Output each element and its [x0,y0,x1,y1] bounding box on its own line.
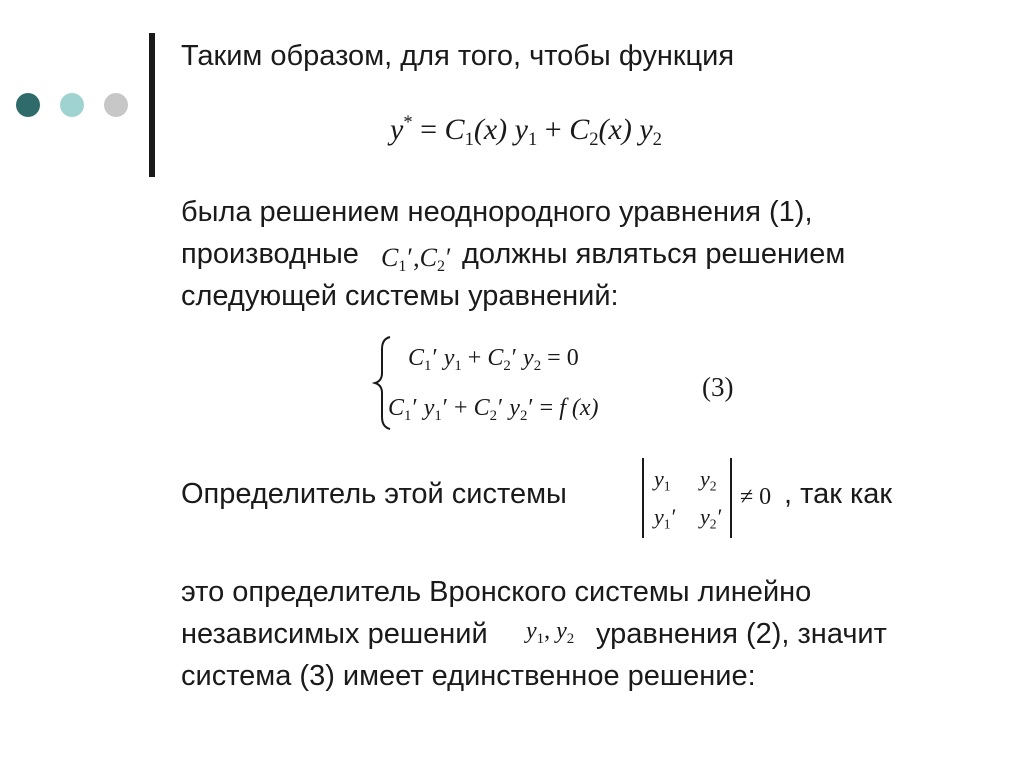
text-line-7b: уравнения (2), значит [596,618,887,650]
decor-dot-gray [104,93,128,117]
decor-dot-dark [16,93,40,117]
text-line-5b: , так как [784,478,893,510]
equation-system [372,335,632,431]
det-not-equal-zero: ≠ 0 [740,484,772,510]
det-cell-12: $y_2$ [700,466,717,494]
formula-c-derivatives: $C_1',C_2'$ [381,243,452,276]
det-cell-21: $y_1'$ [654,504,677,532]
decor-dot-light [60,93,84,117]
text-line-7a: независимых решений [181,618,488,650]
formula-particular-solution: $y^* = C_1(x) y_1 + C_2(x)$ $y_2$ [390,112,662,151]
equation-1: $C_1'$ $y_1 + C_2'$ $y_2 = 0$ [408,345,579,374]
text-line-2: была решением неоднородного уравнения (1), [181,196,813,228]
text-line-6: это определитель Вронского системы линейно [181,576,812,608]
det-right-bar [730,458,732,538]
formula-y1-y2: $y_1$, $y_2$ [526,618,575,647]
wronskian-determinant [642,458,792,538]
det-left-bar [642,458,644,538]
det-cell-11: $y_1$ [654,466,671,494]
text-line-4: следующей системы уравнений: [181,280,619,312]
det-cell-22: $y_2'$ [700,504,723,532]
text-line-3b: должны являться решением [462,238,846,270]
text-line-5a: Определитель этой системы [181,478,567,510]
equation-number: (3) [702,372,734,402]
text-line-8: система (3) имеет единственное решение: [181,660,756,692]
decor-vertical-bar [149,33,155,177]
text-line-1: Таким образом, для того, чтобы функция [181,40,735,72]
equation-2: $C_1'$ $y_1' + C_2'$ $y_2' = f$ (x) [388,395,599,424]
text-line-3a: производные [181,238,359,270]
